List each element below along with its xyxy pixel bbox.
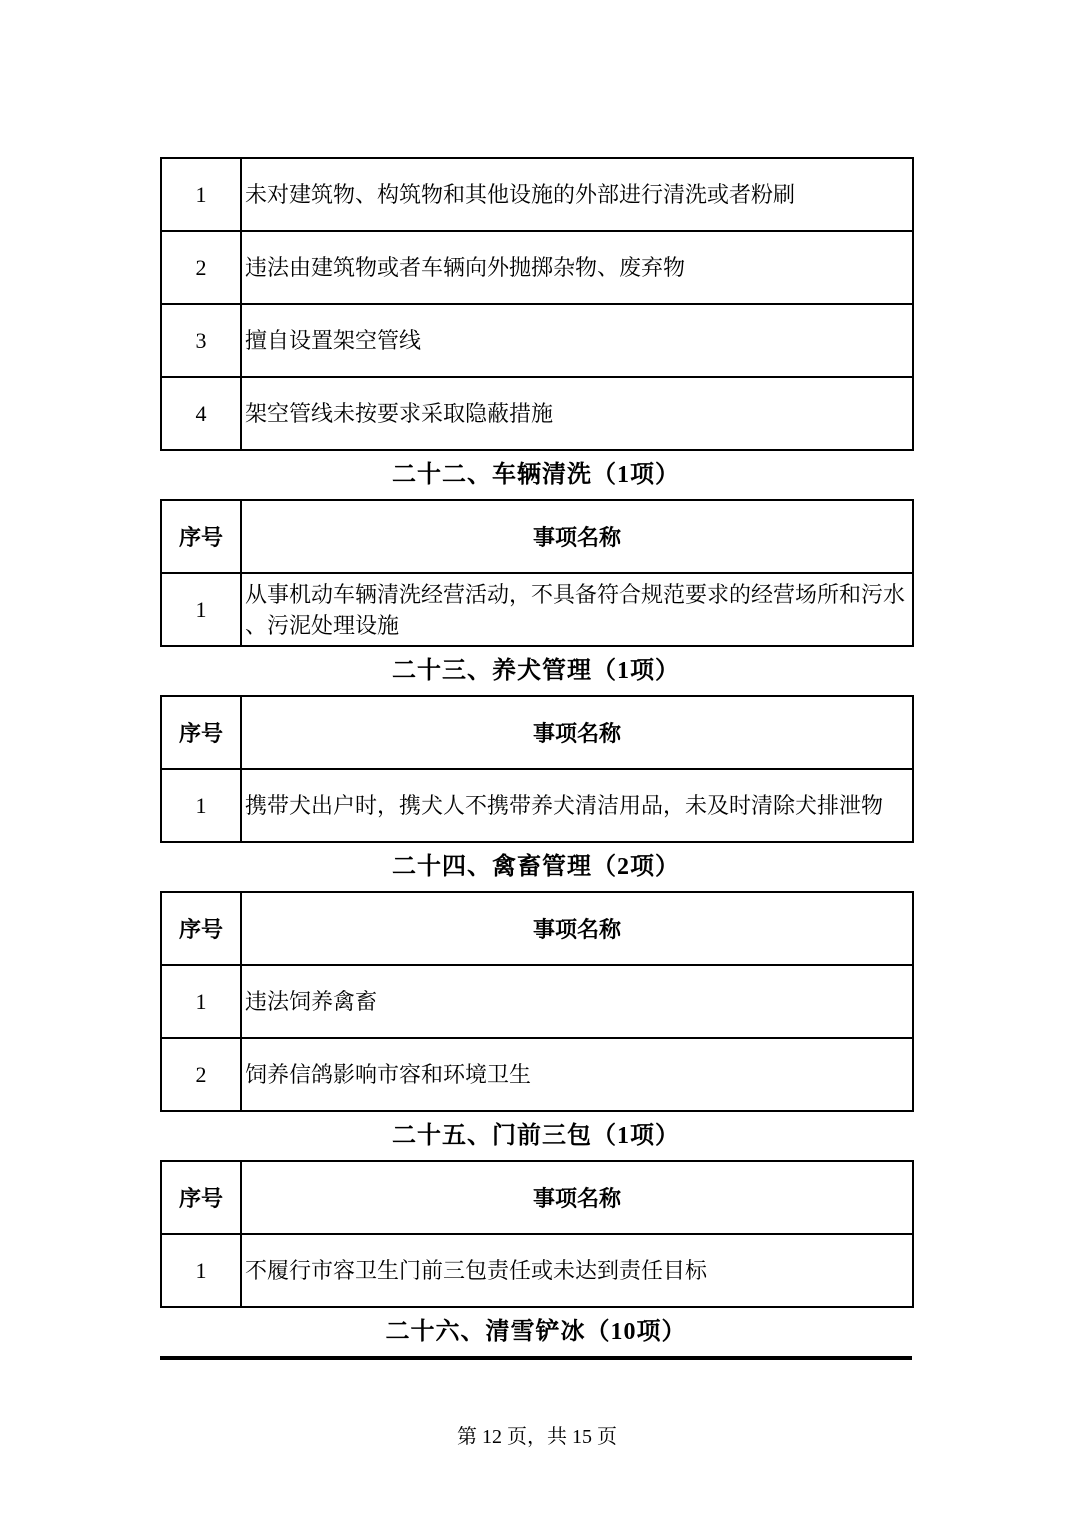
section-table-24 (160, 891, 914, 1112)
table-row (161, 769, 913, 842)
table-header-row (161, 892, 913, 965)
item-text-cell: 违法由建筑物或者车辆向外抛掷杂物、废弃物 (241, 231, 913, 304)
row-number-cell: 2 (161, 1038, 241, 1111)
table-header-row (161, 1161, 913, 1234)
item-text-cell: 违法饲养禽畜 (241, 965, 913, 1038)
page-break-rule (160, 1356, 912, 1360)
serial-header-cell: 序号 (161, 696, 241, 769)
row-number-cell: 1 (161, 573, 241, 646)
serial-header-cell: 序号 (161, 892, 241, 965)
section-heading-23: 二十三、养犬管理（1项） (392, 658, 680, 684)
item-text-cell: 未对建筑物、构筑物和其他设施的外部进行清洗或者粉刷 (241, 158, 913, 231)
continuation-table (160, 157, 914, 451)
row-number-cell: 3 (161, 304, 241, 377)
item-text-cell: 携带犬出户时，携犬人不携带养犬清洁用品，未及时清除犬排泄物 (241, 769, 913, 842)
item-text-cell: 架空管线未按要求采取隐蔽措施 (241, 377, 913, 450)
item-name-header-cell: 事项名称 (241, 892, 913, 965)
section-table-23 (160, 695, 914, 843)
table-header-row (161, 696, 913, 769)
section-heading-24: 二十四、禽畜管理（2项） (392, 854, 680, 880)
table-row (161, 231, 913, 304)
section-table-25 (160, 1160, 914, 1308)
row-number-cell: 2 (161, 231, 241, 304)
row-number-cell: 1 (161, 769, 241, 842)
item-text-cell: 不履行市容卫生门前三包责任或未达到责任目标 (241, 1234, 913, 1307)
row-number-cell: 4 (161, 377, 241, 450)
item-text-cell: 擅自设置架空管线 (241, 304, 913, 377)
page-content (160, 157, 912, 1360)
table-header-row (161, 500, 913, 573)
section-heading-22: 二十二、车辆清洗（1项） (392, 462, 680, 488)
table-row (161, 573, 913, 646)
table-row (161, 158, 913, 231)
serial-header-cell: 序号 (161, 1161, 241, 1234)
table-row (161, 1038, 913, 1111)
table-row (161, 304, 913, 377)
item-name-header-cell: 事项名称 (241, 500, 913, 573)
section-heading-25: 二十五、门前三包（1项） (392, 1123, 680, 1149)
item-text-cell: 饲养信鸽影响市容和环境卫生 (241, 1038, 913, 1111)
table-row (161, 1234, 913, 1307)
row-number-cell: 1 (161, 965, 241, 1038)
section-table-22 (160, 499, 914, 647)
item-name-header-cell: 事项名称 (241, 696, 913, 769)
section-heading-26: 二十六、清雪铲冰（10项） (385, 1319, 687, 1345)
table-row (161, 377, 913, 450)
item-text-cell: 从事机动车辆清洗经营活动，不具备符合规范要求的经营场所和污水、污泥处理设施 (241, 573, 913, 646)
row-number-cell: 1 (161, 158, 241, 231)
serial-header-cell: 序号 (161, 500, 241, 573)
table-row (161, 965, 913, 1038)
row-number-cell: 1 (161, 1234, 241, 1307)
page-footer: 第 12 页，共 15 页 (457, 1426, 617, 1448)
item-name-header-cell: 事项名称 (241, 1161, 913, 1234)
